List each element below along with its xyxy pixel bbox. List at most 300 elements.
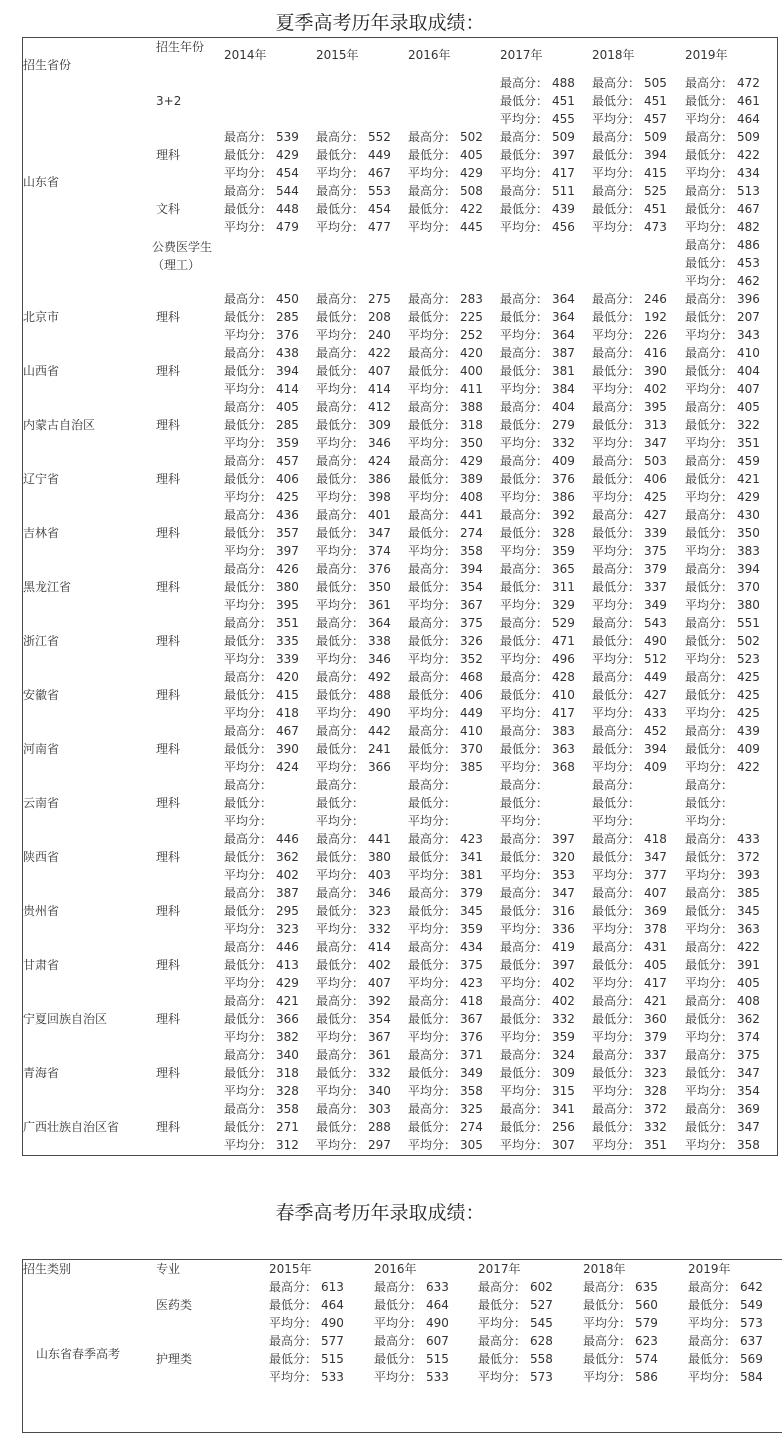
score-label: 最低分： <box>500 94 549 108</box>
score-value: 271 <box>276 1120 299 1134</box>
score-min <box>224 848 299 866</box>
score-label: 最低分： <box>224 364 273 378</box>
score-max <box>224 614 299 632</box>
score-max <box>224 938 299 956</box>
score-value: 574 <box>635 1352 658 1366</box>
score-value: 408 <box>737 994 760 1008</box>
type-label: 理科 <box>156 472 181 486</box>
score-avg <box>408 380 483 398</box>
score-avg <box>408 974 483 992</box>
score-max <box>316 722 391 740</box>
score-label: 最低分： <box>408 904 457 918</box>
score-value: 386 <box>552 490 575 504</box>
score-label: 最高分： <box>500 400 549 414</box>
score-value: 377 <box>644 868 667 882</box>
score-max <box>316 884 391 902</box>
score-label: 最高分： <box>224 670 273 684</box>
score-label: 平均分： <box>500 220 549 234</box>
score-label: 最高分： <box>224 1048 273 1062</box>
score-value: 295 <box>276 904 299 918</box>
score-max <box>592 830 667 848</box>
score-label: 最低分： <box>224 742 273 756</box>
score-min <box>685 902 760 920</box>
type-label: 理科 <box>156 850 181 864</box>
score-label: 最高分： <box>685 994 734 1008</box>
score-value: 372 <box>737 850 760 864</box>
major-label: 护理类 <box>156 1352 193 1366</box>
score-min <box>316 308 391 326</box>
score-label: 最高分： <box>500 724 549 738</box>
score-avg <box>408 650 483 668</box>
score-label: 最低分： <box>583 1298 632 1312</box>
type-label: 理科 <box>156 796 181 810</box>
score-label: 平均分： <box>500 868 549 882</box>
spring-score-min <box>374 1350 449 1368</box>
score-value: 241 <box>368 742 391 756</box>
score-label: 平均分： <box>685 652 734 666</box>
score-label: 最高分： <box>374 1280 423 1294</box>
score-min <box>500 416 575 434</box>
score-min <box>500 686 575 704</box>
spring-score-avg <box>269 1368 344 1386</box>
score-label: 最低分： <box>500 904 549 918</box>
score-label: 最低分： <box>685 904 734 918</box>
score-label: 最低分： <box>316 364 365 378</box>
score-max <box>685 182 760 200</box>
score-value: 379 <box>460 886 483 900</box>
score-value: 423 <box>460 832 483 846</box>
score-label: 最高分： <box>316 724 365 738</box>
score-value: 577 <box>321 1334 344 1348</box>
spring-score-max <box>478 1278 553 1296</box>
score-label: 最高分： <box>685 886 734 900</box>
score-value: 527 <box>530 1298 553 1312</box>
score-avg <box>500 812 552 830</box>
score-value: 349 <box>460 1066 483 1080</box>
score-max <box>685 452 760 470</box>
score-min <box>224 578 299 596</box>
score-avg <box>500 110 575 128</box>
score-label: 最高分： <box>408 778 457 792</box>
score-avg <box>316 218 391 236</box>
score-value: 406 <box>460 688 483 702</box>
score-min <box>500 146 575 164</box>
score-max <box>408 560 483 578</box>
spring-score-min <box>583 1350 658 1368</box>
score-label: 最高分： <box>408 832 457 846</box>
score-value: 439 <box>552 202 575 216</box>
score-label: 最高分： <box>224 184 273 198</box>
score-label: 平均分： <box>224 1030 273 1044</box>
score-label: 最低分： <box>500 202 549 216</box>
score-label: 最高分： <box>592 724 641 738</box>
score-max <box>408 722 483 740</box>
score-avg <box>224 974 299 992</box>
score-value: 384 <box>552 382 575 396</box>
score-value: 479 <box>276 220 299 234</box>
score-value: 323 <box>644 1066 667 1080</box>
score-label: 平均分： <box>408 706 457 720</box>
score-min <box>408 1064 483 1082</box>
score-value: 362 <box>276 850 299 864</box>
score-label: 最高分： <box>374 1334 423 1348</box>
score-max <box>592 1100 667 1118</box>
score-value: 388 <box>460 400 483 414</box>
type-label: 理科 <box>156 526 181 540</box>
score-label: 最低分： <box>583 1352 632 1366</box>
score-label: 最高分： <box>478 1280 527 1294</box>
score-label: 平均分： <box>500 922 549 936</box>
score-label: 最低分： <box>685 256 734 270</box>
score-label: 平均分： <box>685 976 734 990</box>
score-value: 423 <box>460 976 483 990</box>
score-value: 350 <box>460 436 483 450</box>
score-label: 平均分： <box>224 598 273 612</box>
score-max <box>224 506 299 524</box>
score-value: 441 <box>368 832 391 846</box>
score-label: 最低分： <box>478 1352 527 1366</box>
score-max <box>408 290 483 308</box>
score-value: 225 <box>460 310 483 324</box>
score-label: 最高分： <box>408 454 457 468</box>
score-avg <box>408 326 483 344</box>
score-label: 最低分： <box>685 1012 734 1026</box>
score-value: 451 <box>644 202 667 216</box>
score-label: 平均分： <box>316 490 365 504</box>
score-value: 628 <box>530 1334 553 1348</box>
score-label: 最高分： <box>269 1280 318 1294</box>
score-value: 363 <box>552 742 575 756</box>
score-label: 最低分： <box>316 634 365 648</box>
header-category: 招生类别 <box>23 1262 72 1276</box>
score-value: 374 <box>737 1030 760 1044</box>
spring-score-avg <box>478 1314 553 1332</box>
score-value: 315 <box>552 1084 575 1098</box>
score-min <box>408 902 483 920</box>
score-avg <box>316 704 391 722</box>
score-label: 平均分： <box>500 1030 549 1044</box>
score-label: 平均分： <box>316 706 365 720</box>
score-max <box>316 398 391 416</box>
score-label: 最高分： <box>592 778 641 792</box>
type-label: 理科 <box>156 904 181 918</box>
score-label: 平均分： <box>408 436 457 450</box>
score-value: 256 <box>552 1120 575 1134</box>
score-value: 320 <box>552 850 575 864</box>
score-avg <box>408 218 483 236</box>
score-value: 365 <box>552 562 575 576</box>
score-label: 最高分： <box>316 1102 365 1116</box>
score-label: 平均分： <box>316 544 365 558</box>
score-value: 383 <box>737 544 760 558</box>
score-min <box>592 146 667 164</box>
score-label: 最低分： <box>408 310 457 324</box>
score-min <box>685 308 760 326</box>
score-value: 375 <box>737 1048 760 1062</box>
score-min <box>316 362 391 380</box>
score-max <box>685 128 760 146</box>
score-value: 421 <box>737 472 760 486</box>
score-label: 最低分： <box>316 742 365 756</box>
score-max <box>500 1046 575 1064</box>
score-label: 最低分： <box>269 1298 318 1312</box>
score-avg <box>592 974 667 992</box>
score-value: 637 <box>740 1334 763 1348</box>
score-value: 422 <box>737 940 760 954</box>
score-max <box>316 776 368 794</box>
score-label: 最低分： <box>592 688 641 702</box>
score-max <box>316 1046 391 1064</box>
type-label: 理科 <box>156 1012 181 1026</box>
score-avg <box>408 164 483 182</box>
score-min <box>500 902 575 920</box>
score-value: 279 <box>552 418 575 432</box>
score-value: 381 <box>552 364 575 378</box>
score-label: 最高分： <box>224 724 273 738</box>
score-avg <box>500 758 575 776</box>
score-label: 平均分： <box>374 1316 423 1330</box>
score-value: 325 <box>460 1102 483 1116</box>
score-max <box>408 398 483 416</box>
score-value: 398 <box>368 490 391 504</box>
score-value: 329 <box>552 598 575 612</box>
score-label: 最低分： <box>500 688 549 702</box>
score-value: 544 <box>276 184 299 198</box>
score-max <box>408 1046 483 1064</box>
spring-score-min <box>374 1296 449 1314</box>
score-avg <box>316 974 391 992</box>
score-label: 平均分： <box>224 868 273 882</box>
score-min <box>224 416 299 434</box>
score-max <box>316 128 391 146</box>
score-label: 最高分： <box>224 886 273 900</box>
score-max <box>685 236 760 254</box>
score-value: 347 <box>368 526 391 540</box>
score-value: 351 <box>644 1138 667 1152</box>
score-value: 346 <box>368 436 391 450</box>
score-avg <box>685 1082 760 1100</box>
score-label: 最高分： <box>408 886 457 900</box>
score-label: 平均分： <box>592 490 641 504</box>
score-min <box>592 902 667 920</box>
score-value: 467 <box>276 724 299 738</box>
score-label: 平均分： <box>316 868 365 882</box>
score-label: 平均分： <box>408 976 457 990</box>
score-label: 最高分： <box>685 562 734 576</box>
score-min <box>592 740 667 758</box>
score-label: 平均分： <box>316 598 365 612</box>
score-avg <box>500 1082 575 1100</box>
score-label: 最低分： <box>316 958 365 972</box>
score-label: 最高分： <box>685 454 734 468</box>
score-value: 446 <box>276 940 299 954</box>
score-value: 240 <box>368 328 391 342</box>
score-max <box>592 74 667 92</box>
score-avg <box>316 164 391 182</box>
score-value: 405 <box>644 958 667 972</box>
score-max <box>500 884 575 902</box>
score-value: 313 <box>644 418 667 432</box>
score-avg <box>592 650 667 668</box>
score-avg <box>224 1136 299 1154</box>
score-max <box>316 614 391 632</box>
score-label: 平均分： <box>685 436 734 450</box>
score-min <box>500 524 575 542</box>
score-value: 207 <box>737 310 760 324</box>
score-label: 最低分： <box>408 364 457 378</box>
score-avg <box>500 1028 575 1046</box>
score-label: 最低分： <box>408 958 457 972</box>
score-min <box>316 1064 391 1082</box>
score-max <box>500 128 575 146</box>
score-label: 平均分： <box>500 1138 549 1152</box>
score-min <box>685 362 760 380</box>
score-value: 347 <box>737 1120 760 1134</box>
score-value: 442 <box>368 724 391 738</box>
score-label: 平均分： <box>592 814 641 828</box>
score-label: 平均分： <box>316 1138 365 1152</box>
score-label: 平均分： <box>224 328 273 342</box>
score-value: 350 <box>368 580 391 594</box>
spring-score-avg <box>688 1368 763 1386</box>
score-value: 511 <box>552 184 575 198</box>
score-avg <box>592 758 667 776</box>
province-label: 吉林省 <box>23 526 60 540</box>
score-max <box>316 344 391 362</box>
score-max <box>685 938 760 956</box>
score-label: 最低分： <box>592 310 641 324</box>
score-avg <box>316 1028 391 1046</box>
score-min <box>685 578 760 596</box>
score-avg <box>224 542 299 560</box>
score-value: 410 <box>460 724 483 738</box>
score-value: 390 <box>276 742 299 756</box>
score-avg <box>316 920 391 938</box>
score-value: 394 <box>644 742 667 756</box>
score-label: 平均分： <box>688 1370 737 1384</box>
score-value: 354 <box>460 580 483 594</box>
score-value: 375 <box>644 544 667 558</box>
score-label: 最高分： <box>316 562 365 576</box>
score-avg <box>685 110 760 128</box>
score-value: 454 <box>276 166 299 180</box>
score-value: 309 <box>368 418 391 432</box>
score-value: 418 <box>460 994 483 1008</box>
score-avg <box>592 596 667 614</box>
score-max <box>316 560 391 578</box>
score-label: 最高分： <box>500 670 549 684</box>
score-label: 最高分： <box>224 400 273 414</box>
score-label: 最低分： <box>316 580 365 594</box>
score-min <box>224 470 299 488</box>
score-min <box>408 146 483 164</box>
score-value: 413 <box>276 958 299 972</box>
score-value: 376 <box>552 472 575 486</box>
score-label: 最高分： <box>224 616 273 630</box>
score-avg <box>500 920 575 938</box>
score-value: 502 <box>737 634 760 648</box>
score-avg <box>685 650 760 668</box>
spring-score-min <box>478 1350 553 1368</box>
score-label: 最高分： <box>500 562 549 576</box>
score-label: 平均分： <box>685 274 734 288</box>
score-value: 246 <box>644 292 667 306</box>
score-label: 平均分： <box>316 1084 365 1098</box>
score-value: 353 <box>552 868 575 882</box>
score-label: 平均分： <box>685 490 734 504</box>
score-value: 362 <box>737 1012 760 1026</box>
score-value: 449 <box>644 670 667 684</box>
score-label: 最低分： <box>592 1012 641 1026</box>
score-value: 613 <box>321 1280 344 1294</box>
score-label: 最低分： <box>224 688 273 702</box>
score-value: 525 <box>644 184 667 198</box>
score-label: 最低分： <box>224 202 273 216</box>
score-label: 平均分： <box>478 1370 527 1384</box>
score-label: 平均分： <box>224 382 273 396</box>
score-value: 395 <box>644 400 667 414</box>
score-min <box>685 1064 760 1082</box>
score-label: 最低分： <box>374 1298 423 1312</box>
score-value: 441 <box>460 508 483 522</box>
score-label: 最低分： <box>688 1352 737 1366</box>
score-avg <box>685 974 760 992</box>
score-avg <box>592 326 667 344</box>
spring-score-max <box>583 1278 658 1296</box>
score-label: 最低分： <box>408 796 457 810</box>
score-min <box>685 686 760 704</box>
score-label: 最高分： <box>685 508 734 522</box>
score-value: 339 <box>276 652 299 666</box>
score-min <box>592 1064 667 1082</box>
score-label: 平均分： <box>224 1084 273 1098</box>
score-label: 最低分： <box>408 472 457 486</box>
score-value: 424 <box>368 454 391 468</box>
score-max <box>224 182 299 200</box>
score-value: 406 <box>276 472 299 486</box>
score-label: 最高分： <box>500 994 549 1008</box>
score-value: 490 <box>321 1316 344 1330</box>
score-max <box>592 722 667 740</box>
score-value: 429 <box>460 454 483 468</box>
score-value: 392 <box>368 994 391 1008</box>
score-label: 平均分： <box>224 436 273 450</box>
score-value: 337 <box>644 580 667 594</box>
score-label: 最高分： <box>685 724 734 738</box>
score-label: 平均分： <box>316 382 365 396</box>
spring-score-max <box>688 1278 763 1296</box>
score-value: 450 <box>276 292 299 306</box>
score-avg <box>592 164 667 182</box>
score-label: 最低分： <box>685 94 734 108</box>
score-label: 最高分： <box>592 832 641 846</box>
score-value: 490 <box>644 634 667 648</box>
score-max <box>592 128 667 146</box>
score-value: 455 <box>552 112 575 126</box>
score-value: 332 <box>644 1120 667 1134</box>
score-min <box>408 200 483 218</box>
spring-year-header-3: 2018年 <box>583 1262 626 1276</box>
score-value: 340 <box>276 1048 299 1062</box>
province-label: 河南省 <box>23 742 60 756</box>
score-max <box>408 344 483 362</box>
score-label: 平均分： <box>408 544 457 558</box>
score-label: 最低分： <box>224 148 273 162</box>
score-min <box>316 956 391 974</box>
score-value: 351 <box>276 616 299 630</box>
score-max <box>592 452 667 470</box>
score-label: 最低分： <box>685 1120 734 1134</box>
